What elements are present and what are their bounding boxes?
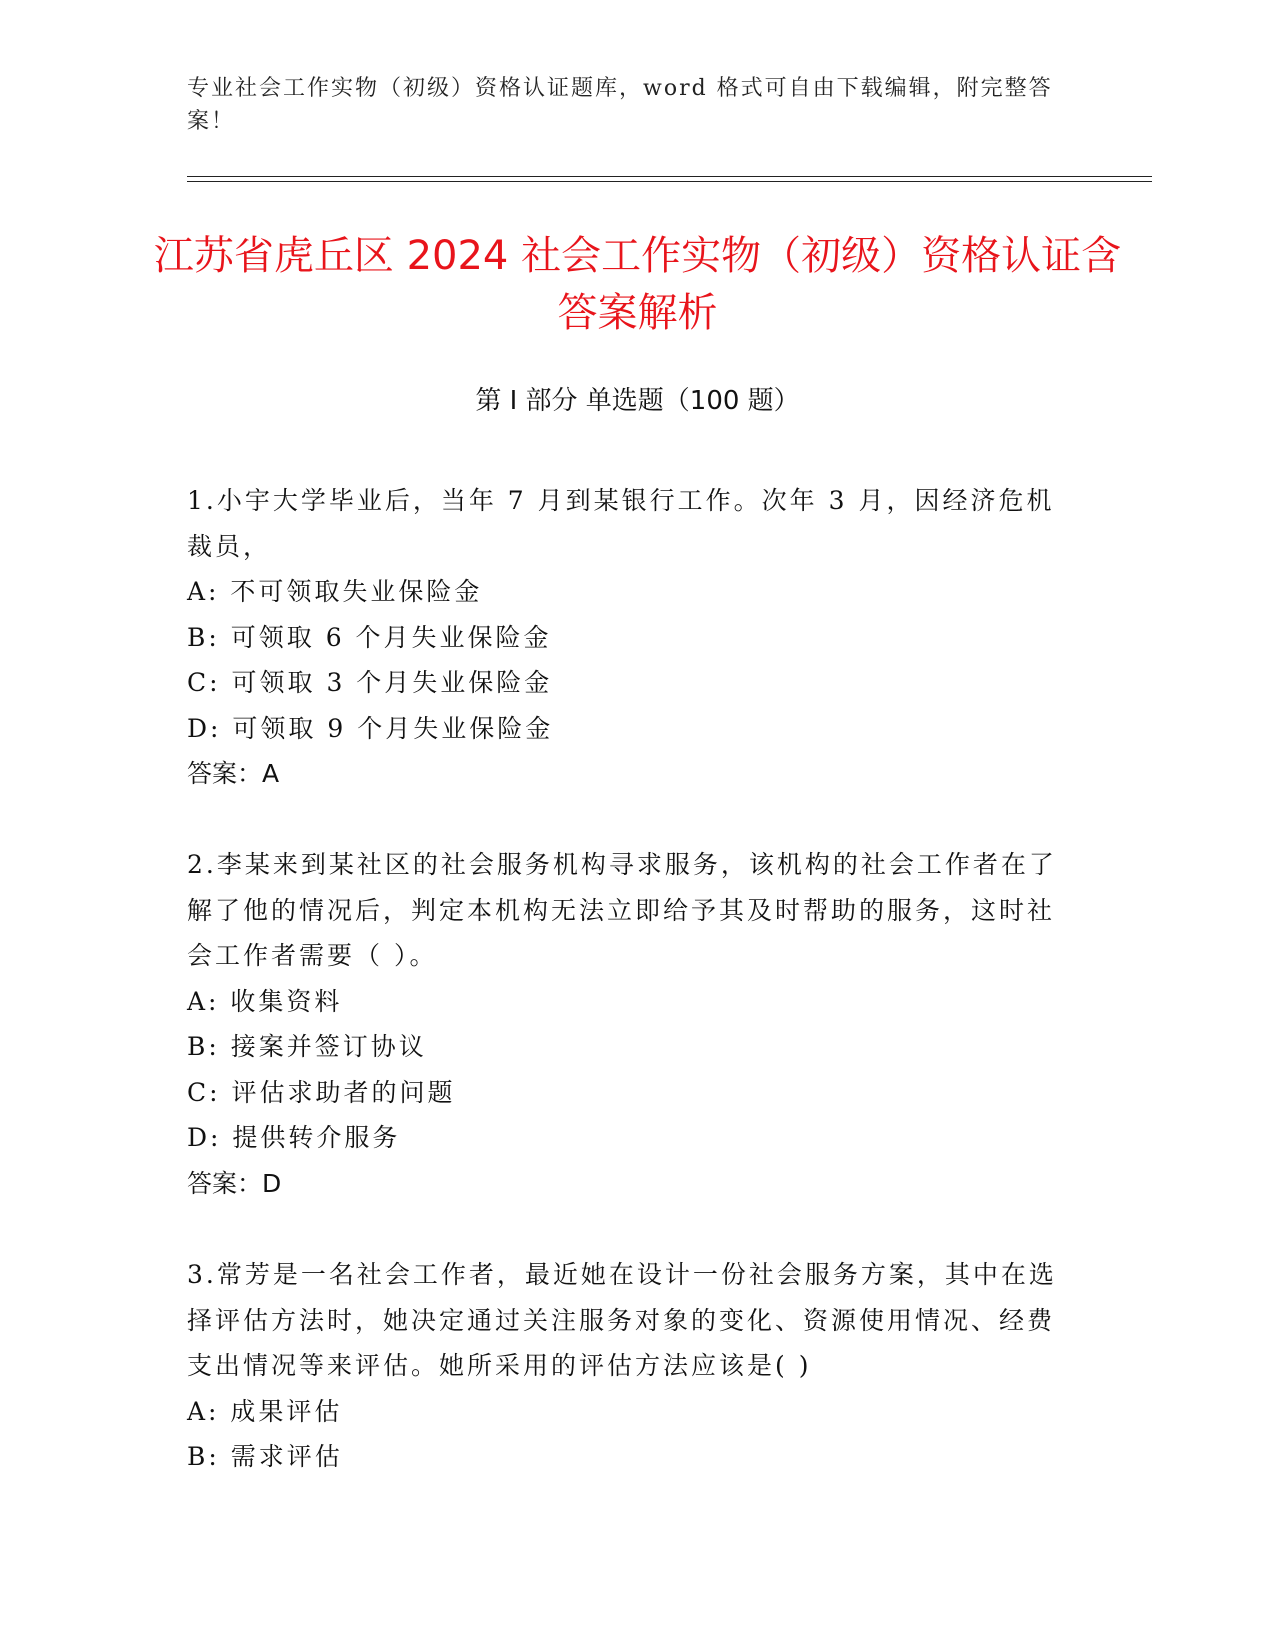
answer: 答案：D [187, 1168, 282, 1198]
option-d: D: 可领取 9 个月失业保险金 [187, 713, 554, 743]
option-c: C: 可领取 3 个月失业保险金 [187, 668, 553, 697]
question-1 [187, 478, 1067, 797]
header-rule-bottom [187, 181, 1152, 182]
question-stem: 3.常芳是一名社会工作者，最近她在设计一份社会服务方案，其中在选择评估方法时，她决定通过关注服务对象的变化、资源使用情况、经费支出情况等来评估。她所采用的评估方法应该是( ) [187, 1260, 1057, 1380]
question-stem: 1.小宇大学毕业后，当年 7 月到某银行工作。次年 3 月，因经济危机裁员， [187, 486, 1055, 561]
header-rule-top [187, 176, 1152, 177]
option-a: A: 成果评估 [187, 1396, 343, 1426]
option-c: C: 评估求助者的问题 [187, 1077, 456, 1107]
option-b: B: 需求评估 [187, 1442, 343, 1471]
option-a: A: 收集资料 [187, 986, 343, 1016]
header-note: 专业社会工作实物（初级）资格认证题库，word 格式可自由下载编辑，附完整答案！ [187, 76, 1053, 134]
option-d: D: 提供转介服务 [187, 1123, 401, 1152]
option-b: B: 可领取 6 个月失业保险金 [187, 622, 552, 652]
question-2 [187, 842, 1067, 1206]
question-stem: 2.李某来到某社区的社会服务机构寻求服务，该机构的社会工作者在了解了他的情况后，判定本机构无法立即给予其及时帮助的服务，这时社会工作者需要（ ）。 [187, 850, 1057, 970]
question-3 [187, 1252, 1067, 1480]
option-b: B: 接案并签订协议 [187, 1032, 427, 1061]
document-title: 江苏省虎丘区 2024 社会工作实物（初级）资格认证含答案解析 [153, 233, 1122, 336]
answer: 答案：A [187, 759, 280, 788]
option-a: A: 不可领取失业保险金 [187, 577, 483, 606]
section-title: 第 I 部分 单选题（100 题） [475, 386, 800, 416]
